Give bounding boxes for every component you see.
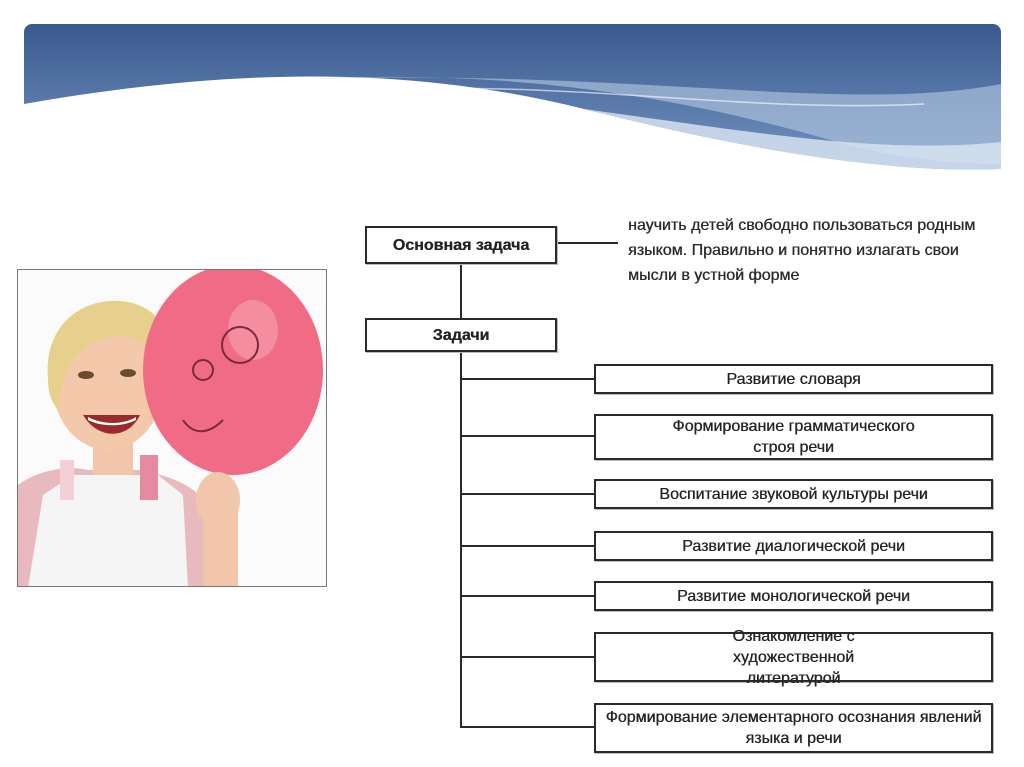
header-banner — [24, 24, 1001, 189]
branch-line — [460, 378, 596, 380]
task-box — [594, 581, 993, 611]
main-to-description-line — [556, 242, 618, 244]
task-box — [594, 364, 993, 394]
main-task-description: научить детей свободно пользоваться родным языком. Правильно и понятно излагать свои мысли в устной форме — [628, 217, 976, 284]
branch-line — [460, 493, 596, 495]
tasks-header-label: Задачи — [432, 326, 490, 344]
task-label: Развитие монологической речи — [677, 587, 910, 605]
child-with-balloon-photo — [17, 269, 327, 587]
main-task-label: Основная задача — [392, 236, 530, 254]
branch-line — [460, 656, 596, 658]
task-box — [594, 703, 993, 753]
main-to-tasks-line — [460, 262, 462, 320]
branch-line — [460, 435, 596, 437]
branch-line — [460, 726, 596, 728]
branch-line — [460, 595, 596, 597]
task-box — [594, 627, 993, 687]
task-label: Ознакомление с художественной литературой — [732, 627, 855, 687]
task-box — [594, 531, 993, 561]
tasks-header-box — [365, 318, 557, 352]
branch-line — [460, 545, 596, 547]
task-label: Воспитание звуковой культуры речи — [659, 485, 928, 503]
task-label: Формирование элементарного осознания явлений языка и речи — [605, 709, 982, 747]
task-box — [594, 414, 993, 460]
task-label: Формирование грамматического строя речи — [672, 418, 915, 456]
main-task-box — [365, 226, 557, 264]
task-label: Развитие диалогической речи — [682, 537, 905, 555]
task-box — [594, 479, 993, 509]
tasks-trunk-line — [460, 350, 462, 728]
task-label: Развитие словаря — [726, 370, 861, 388]
